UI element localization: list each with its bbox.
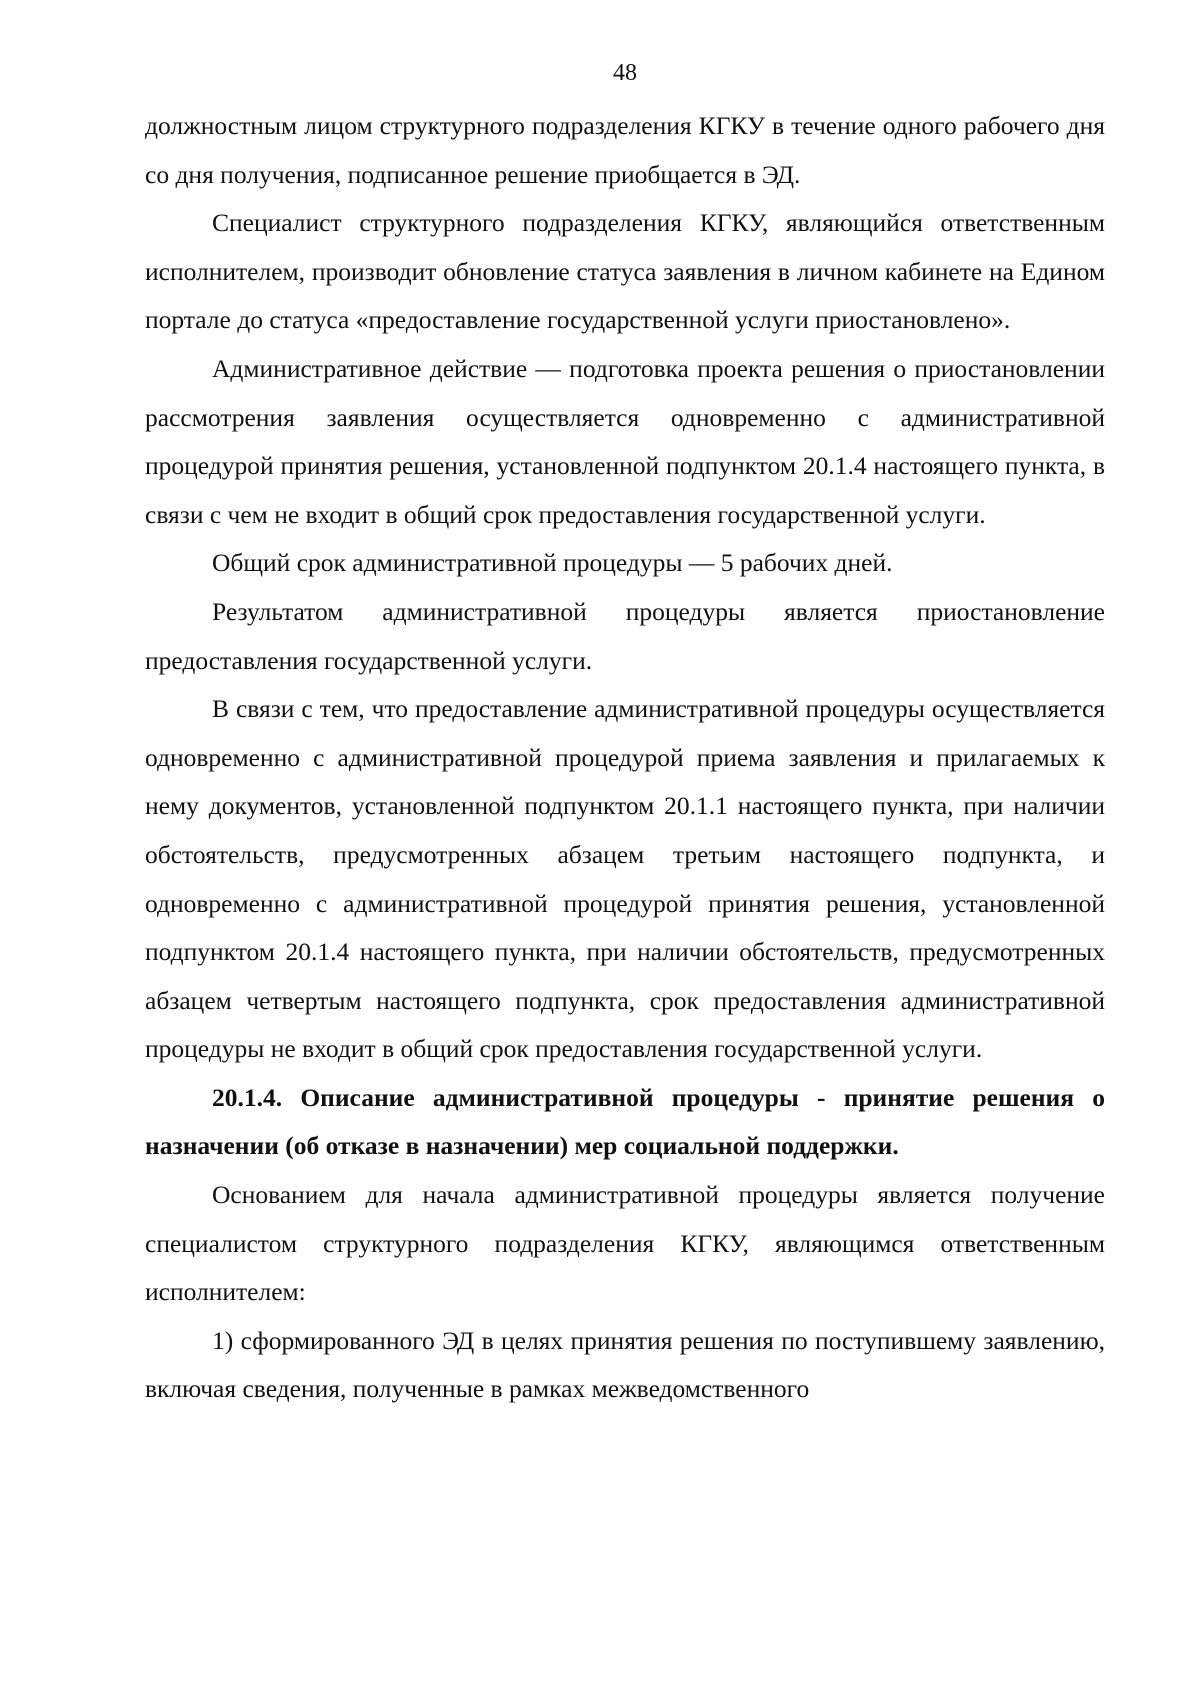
paragraph-simultaneous-procedure: В связи с тем, что предоставление административной процедуры осуществляется одновременно с административной процедурой приема заявления и прилагаемых к нему документов, установленной подпунктом 20.1.1 настоящего пункта, при наличии обстоятельств, предусмотренных абзацем третьим настоящего подпункта, и одновременно с административной процедурой принятия решения, установленной подпунктом 20.1.4 настоящего пункта, при наличии обстоятельств, предусмотренных абзацем четвертым настоящего подпункта, срок предоставления административной процедуры не входит в общий срок предоставления государственной услуги.	[145, 694, 1105, 1064]
paragraph-administrative-action: Административное действие — подготовка проекта решения о приостановлении рассмотрения заявления осуществляется одновременно с административной процедурой принятия решения, установленной подпунктом 20.1.4 настоящего пункта, в связи с чем не входит в общий срок предоставления государственной услуги.	[145, 353, 1105, 529]
paragraph-continuation: должностным лицом структурного подразделения КГКУ в течение одного рабочего дня со дня получения, подписанное решение приобщается в ЭД.	[145, 111, 1105, 189]
page-number: 48	[613, 60, 637, 86]
list-item-1: 1) сформированного ЭД в целях принятия решения по поступившему заявлению, включая сведения, полученные в рамках межведомственного	[145, 1325, 1105, 1404]
section-heading-20-1-4: 20.1.4. Описание административной процедуры - принятие решения о назначении (об отказе в назначении) мер социальной поддержки.	[145, 1082, 1105, 1161]
paragraph-specialist-status: Специалист структурного подразделения КГКУ, являющийся ответственным исполнителем, производит обновление статуса заявления в личном кабинете на Едином портале до статуса «предоставление государственной услуги приостановлено».	[145, 208, 1105, 335]
paragraph-basis: Основанием для начала административной процедуры является получение специалистом структурного подразделения КГКУ, являющимся ответственным исполнителем:	[145, 1180, 1105, 1307]
paragraph-result: Результатом административной процедуры является приостановление предоставления государственной услуги.	[145, 596, 1105, 675]
paragraph-total-term: Общий срок административной процедуры — 5 рабочих дней.	[212, 548, 893, 578]
